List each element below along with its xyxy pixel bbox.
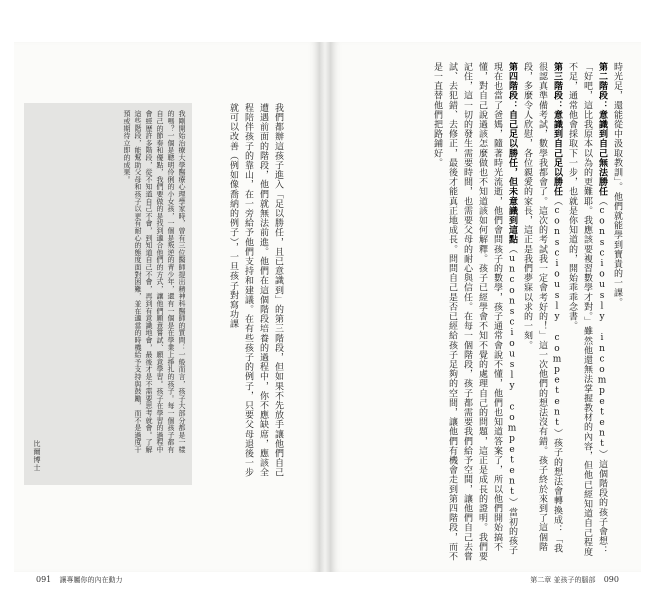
left-footer xyxy=(30,575,123,585)
stage4-paragraph: 當初的孩子現在也當了爸媽，隨著時光流逝，他們會問孩子的數學，孩子通常會說不懂，他們也知道答案了，所以他們開始搞不懂，對自己說過該怎麼做也不知道該如何解釋。孩子已經學會不知不覺的處理自己的問題，這正是成長的證明。我們要記住，這一切的發生需要時間，也需要父母的耐心與信任。在每一個階段，孩子都需要我們給予空間，讓他們自己去嘗試、去犯錯、去修正，最後才能真正地成長。問問自己是否已經給孩子足夠的空間，讓他們有機會走到第四階段，而不是一直替他們把路鋪好。 xyxy=(432,62,517,562)
sidebar-text: 我剛開始治療大學醫療心理學家時，曾有三位醫師提出精神科醫師的質問：一般而言，孩子大部分都是一樣的嗎？一個是聰明伶俐的小女孩，一個是叛逆的青少年，還有一個是在學業上掙扎的孩子。每一個孩子都有自己的節奏和優點，我們要做的是找到適合他們的方式，讓他們願意嘗試、願意學習。孩子在學習的過程中會經歷許多階段，從不知道自己不會，到知道自己不會，再到有意識地會，最後才是不需要思考就會。了解這些階段，能幫助父母和孩子以更有耐心的態度面對困難，並在適當的時機給予支持與鼓勵，而不是過度干預或期待立即的成果。 xyxy=(123,110,186,454)
stage2-paragraph: 這個階段的孩子會想：「好吧，這比我原本以為的更難耶。我應該要複習數學才對。」雖然他還無法掌握教材的內容，但他已經知道自己程度不足，通常他會採取下一步，也就是你知道的，開始乖乖念書。 xyxy=(567,62,607,557)
stage3-heading: 第三階段：意識到自己足以勝任 xyxy=(552,62,562,197)
book-gutter xyxy=(319,42,331,572)
sidebar-signature: 比爾博士 xyxy=(33,440,41,472)
stage4-heading: 第四階段：自己足以勝任，但未意識到這點 xyxy=(507,62,517,245)
left-body-text: 我們都辦這孩子進入「足以勝任，且已意識到」的第三階段，但如果不先放手讓他們自己遭遇前面的階段，他們就無法前進。他們在這個階段培養的過程中，你不應缺席，應該全程陪伴孩子的靠山，在一旁給予他們支持和建議。在有些孩子的例子，只要父母退後一步就可以改善（例如像喬納的例子），一旦孩子對寫功課 xyxy=(228,103,283,478)
stage4-term: （unconsciously competent） xyxy=(507,244,517,508)
stage3-paragraph: 孩子的想法會轉換成：「我很認真準備考試，數學我都會了。這次的考試我一定會考好的！」這一次他們的想法沒有錯。孩子終於來到了這個階段，多麼令人欣慰，各位親愛的家長，這正是我們夢寐以求的一刻。 xyxy=(522,62,562,554)
left-page-number: 091 xyxy=(36,575,52,584)
right-footer xyxy=(530,575,625,585)
intro-paragraph: 時光足，還能從中汲取教訓」。他們就能學到寶貴的一課。 xyxy=(612,62,622,308)
right-running-title: 第二章 並孩子的腦部 xyxy=(530,576,596,584)
right-body-text xyxy=(360,62,624,562)
stage3-term: （consciously competent） xyxy=(552,196,562,439)
right-page-number: 090 xyxy=(603,575,619,584)
left-running-title: 讓專屬你的內在動力 xyxy=(59,576,123,584)
stage2-term: （consciously incompetent） xyxy=(597,196,607,460)
stage2-heading: 第二階段：意識到自己無法勝任 xyxy=(597,62,607,197)
